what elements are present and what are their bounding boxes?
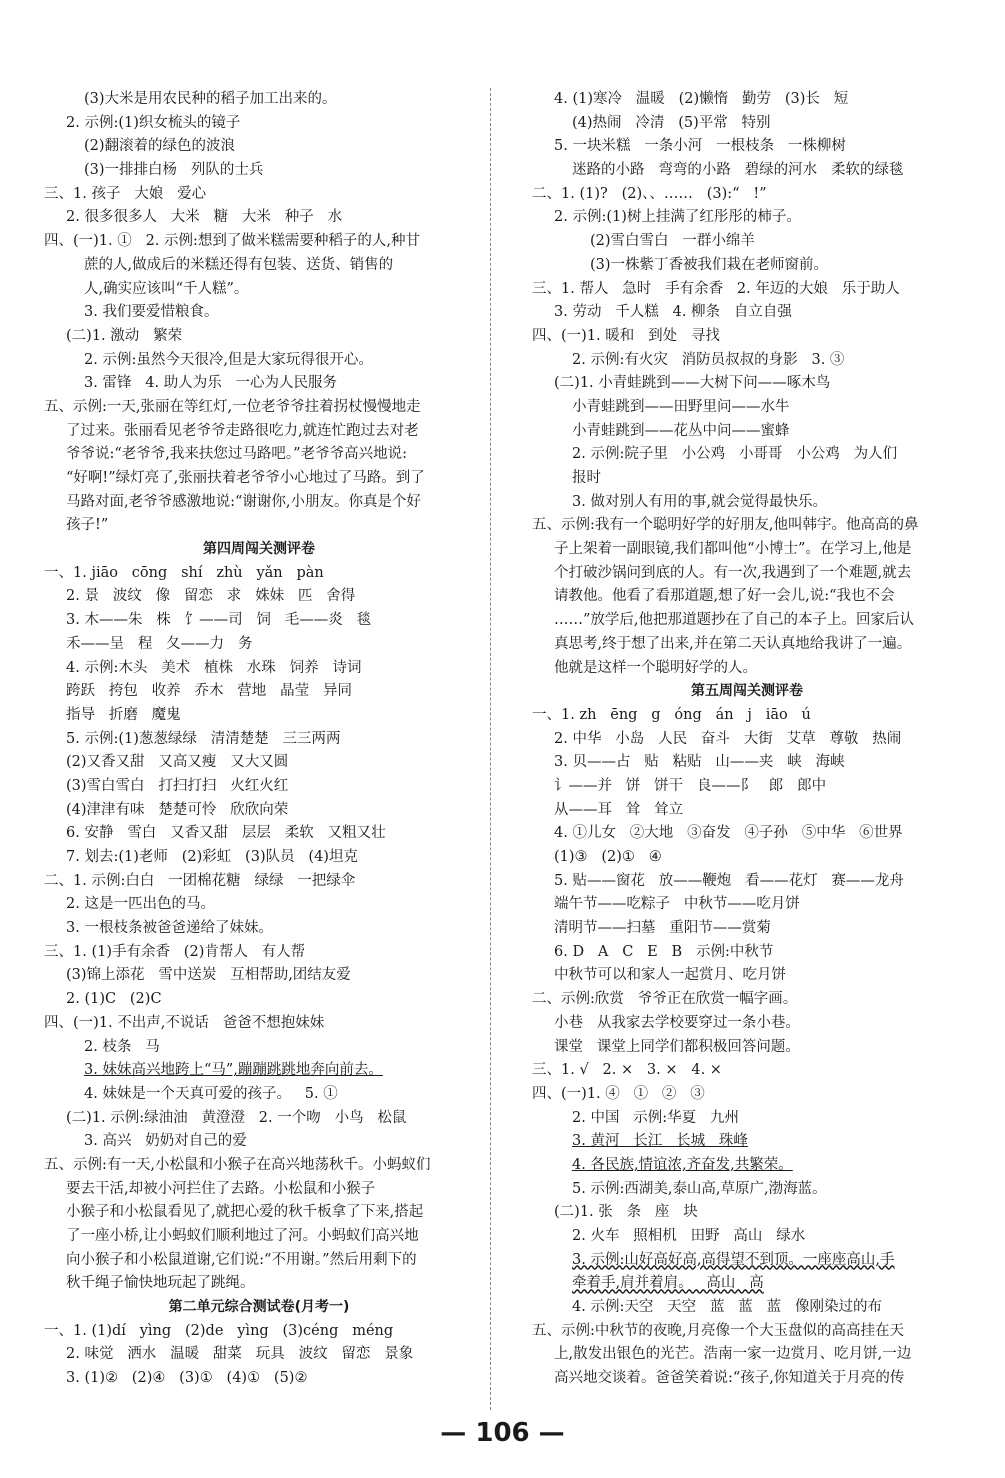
answer-text: 2. 中华 小岛 人民 奋斗 大街 艾草 尊敬 热闹 bbox=[554, 730, 902, 747]
answer-text: 一、1. zh ēng g óng án j iāo ú bbox=[532, 706, 811, 723]
answer-line bbox=[44, 822, 474, 846]
answer-text: (3)锦上添花 雪中送炭 互相帮助,团结友爱 bbox=[66, 967, 351, 984]
answer-text: 指导 折磨 魔鬼 bbox=[66, 706, 181, 723]
answer-line bbox=[532, 585, 962, 609]
answer-line bbox=[44, 846, 474, 870]
answer-text: 五、示例:一天,张丽在等红灯,一位老爷爷拄着拐杖慢慢地走 bbox=[44, 398, 421, 415]
answer-text: 请教他。他看了看那道题,想了好一会儿,说:“我也不会 bbox=[554, 588, 895, 605]
answer-line bbox=[532, 491, 962, 515]
answer-text: 五、示例:我有一个聪明好学的好朋友,他叫韩宇。他高高的鼻 bbox=[532, 517, 919, 534]
answer-text: 个打破沙锅问到底的人。有一次,我遇到了一个难题,就去 bbox=[554, 564, 912, 581]
answer-text: (3)一株紫丁香被我们栽在老师窗前。 bbox=[590, 256, 829, 273]
answer-text: 马路对面,老爷爷感激地说:“谢谢你,小朋友。你真是个好 bbox=[66, 493, 422, 510]
answer-text: 2. 中国 示例:华夏 九州 bbox=[572, 1109, 739, 1126]
answer-text: 从——耳 耸 耸立 bbox=[554, 801, 684, 818]
answer-text: (4)津津有味 楚楚可怜 欣欣向荣 bbox=[66, 801, 289, 818]
answer-line bbox=[532, 728, 962, 752]
answer-text: (二)1. 示例:绿油油 黄澄澄 2. 一个吻 小鸟 松鼠 bbox=[66, 1109, 407, 1126]
answer-line bbox=[532, 917, 962, 941]
answer-text: 二、1. (1)? (2)、、…… (3):“ !” bbox=[532, 185, 767, 202]
answer-text: 要去干活,却被小河拦住了去路。小松鼠和小猴子 bbox=[66, 1180, 376, 1197]
answer-line bbox=[44, 467, 474, 491]
answer-text: 2. 味觉 洒水 温暖 甜菜 玩具 波纹 留恋 景象 bbox=[66, 1346, 414, 1363]
section-title bbox=[44, 1296, 474, 1320]
answer-text: (2)又香又甜 又高又瘦 又大又圆 bbox=[66, 754, 289, 771]
answer-text: 4. (1)寒冷 温暖 (2)懒惰 勤劳 (3)长 短 bbox=[554, 91, 849, 107]
answer-text: 2. 火车 照相机 田野 高山 绿水 bbox=[572, 1228, 806, 1244]
answer-line bbox=[44, 278, 474, 302]
answer-line bbox=[532, 230, 962, 254]
answer-text: 3. 黄河 长江 长城 珠峰 bbox=[572, 1133, 748, 1150]
answer-text: 人,确实应该叫“千人糕”。 bbox=[84, 280, 249, 297]
page-number: — 106 — bbox=[440, 1418, 565, 1448]
answer-text: 三、1. 孩子 大娘 爱心 bbox=[44, 185, 207, 202]
answer-line bbox=[44, 420, 474, 444]
section-title bbox=[532, 680, 962, 704]
answer-line bbox=[532, 988, 962, 1012]
answer-text: 清明节——扫墓 重阳节——赏菊 bbox=[554, 920, 771, 937]
answer-text: 禾——呈 程 夂——力 务 bbox=[66, 635, 253, 652]
answer-line bbox=[44, 964, 474, 988]
answer-text: 2. 示例:(1)织女梳头的镜子 bbox=[66, 114, 241, 131]
answer-text: (2)翻滚着的绿色的波浪 bbox=[84, 138, 236, 155]
right-column bbox=[532, 88, 962, 1391]
answer-line bbox=[44, 183, 474, 207]
answer-line bbox=[532, 112, 962, 136]
answer-text: 小青蛙跳到——花丛中问——蜜蜂 bbox=[572, 422, 790, 439]
answer-line bbox=[532, 941, 962, 965]
answer-text: 秋千绳子愉快地玩起了跳绳。 bbox=[66, 1275, 255, 1292]
answer-line bbox=[44, 704, 474, 728]
answer-line bbox=[44, 870, 474, 894]
answer-text: 爷爷说:“老爷爷,我来扶您过马路吧。”老爷爷高兴地说: bbox=[66, 446, 407, 463]
answer-text: 2. 示例:院子里 小公鸡 小哥哥 小公鸡 为人们 bbox=[572, 446, 898, 463]
answer-text: 6. D A C E B 示例:中秋节 bbox=[554, 943, 774, 960]
answer-line bbox=[44, 917, 474, 941]
answer-text: 高兴地交谈着。爸爸笑着说:“孩子,你知道关于月亮的传 bbox=[554, 1370, 905, 1387]
answer-text: (二)1. 激动 繁荣 bbox=[66, 327, 183, 344]
answer-text: 三、1. 帮人 急时 手有余香 2. 年迈的大娘 乐于助人 bbox=[532, 280, 900, 297]
answer-text: 四、(一)1. ④ ① ② ③ bbox=[532, 1085, 705, 1102]
answer-text: 4. 各民族,情谊浓,齐奋发,共繁荣。 bbox=[572, 1156, 793, 1173]
answer-line bbox=[532, 633, 962, 657]
answer-line bbox=[44, 159, 474, 183]
answer-text: 3. 高兴 奶奶对自己的爱 bbox=[84, 1133, 247, 1150]
answer-line bbox=[532, 372, 962, 396]
answer-text: 他就是这样一个聪明好学的人。 bbox=[554, 659, 757, 676]
answer-text: 报时 bbox=[572, 470, 601, 486]
answer-line bbox=[532, 206, 962, 230]
answer-line bbox=[532, 254, 962, 278]
answer-text: 2. 示例:(1)树上挂满了红彤彤的柿子。 bbox=[554, 209, 801, 226]
answer-line bbox=[44, 491, 474, 515]
answer-text: 讠——并 饼 饼干 良——阝 郎 郎中 bbox=[554, 777, 827, 794]
answer-line bbox=[44, 1012, 474, 1036]
answer-line bbox=[44, 1367, 474, 1391]
answer-line bbox=[532, 1296, 962, 1320]
answer-text: 3. 木——朱 株 饣——司 饲 毛——炎 毯 bbox=[66, 612, 372, 629]
answer-text: (3)雪白雪白 打扫打扫 火红火红 bbox=[66, 777, 289, 794]
answer-line bbox=[532, 1249, 962, 1273]
answer-line bbox=[44, 325, 474, 349]
answer-line bbox=[44, 609, 474, 633]
answer-line bbox=[44, 1059, 474, 1083]
answer-text: 3. 妹妹高兴地跨上“马”,蹦蹦跳跳地奔向前去。 bbox=[84, 1062, 383, 1079]
answer-text: 3. 示例:山好高好高,高得望不到顶。一座座高山,手 bbox=[572, 1251, 895, 1268]
answer-line bbox=[532, 822, 962, 846]
answer-text: 4. ①儿女 ②大地 ③奋发 ④子孙 ⑤中华 ⑥世界 bbox=[554, 825, 903, 842]
answer-line bbox=[44, 633, 474, 657]
answer-text: 3. (1)② (2)④ (3)① (4)① (5)② bbox=[66, 1370, 308, 1387]
answer-text: 7. 划去:(1)老师 (2)彩虹 (3)队员 (4)坦克 bbox=[66, 849, 358, 865]
answer-text: (4)热闹 冷清 (5)平常 特别 bbox=[572, 114, 771, 131]
answer-line bbox=[532, 609, 962, 633]
answer-text: 迷路的小路 弯弯的小路 碧绿的河水 柔软的绿毯 bbox=[572, 162, 904, 179]
answer-line bbox=[532, 1059, 962, 1083]
section-title bbox=[44, 538, 474, 562]
answer-text: 了过来。张丽看见老爷爷走路很吃力,就连忙跑过去对老 bbox=[66, 422, 419, 439]
answer-text: 二、示例:欣赏 爷爷正在欣赏一幅字画。 bbox=[532, 991, 798, 1008]
answer-text: 四、(一)1. ① 2. 示例:想到了做米糕需要种稻子的人,种甘 bbox=[44, 233, 421, 250]
answer-text: 4. 妹妹是一个天真可爱的孩子。 5. ① bbox=[84, 1085, 338, 1102]
answer-line bbox=[532, 349, 962, 373]
answer-line bbox=[532, 799, 962, 823]
answer-line bbox=[44, 135, 474, 159]
answer-text: 5. 示例:西湖美,泰山高,草原广,渤海蓝。 bbox=[572, 1180, 827, 1197]
answer-line bbox=[44, 680, 474, 704]
answer-line bbox=[532, 1320, 962, 1344]
answer-text: 2. 很多很多人 大米 糖 大米 种子 水 bbox=[66, 209, 343, 226]
answer-line bbox=[532, 538, 962, 562]
answer-line bbox=[44, 893, 474, 917]
answer-line bbox=[532, 1083, 962, 1107]
answer-text: 2. 示例:虽然今天很冷,但是大家玩得很开心。 bbox=[84, 351, 373, 368]
answer-text: 五、示例:有一天,小松鼠和小猴子在高兴地荡秋千。小蚂蚁们 bbox=[44, 1156, 431, 1173]
answer-line bbox=[44, 1130, 474, 1154]
answer-line bbox=[532, 159, 962, 183]
answer-text: 第二单元综合测试卷(月考一) bbox=[168, 1299, 350, 1316]
answer-text: 2. 景 波纹 像 留恋 求 姝妹 匹 舍得 bbox=[66, 588, 356, 605]
answer-line bbox=[44, 1225, 474, 1249]
answer-line bbox=[44, 657, 474, 681]
answer-text: 小猴子和小松鼠看见了,就把心爱的秋千板拿了下来,搭起 bbox=[66, 1204, 424, 1221]
answer-text: (2)雪白雪白 一群小绵羊 bbox=[590, 233, 755, 250]
answer-line bbox=[44, 941, 474, 965]
answer-text: 3. 我们要爱惜粮食。 bbox=[84, 304, 219, 321]
answer-line bbox=[44, 988, 474, 1012]
answer-text: 一、1. (1)dí yìng (2)de yìng (3)céng méng bbox=[44, 1322, 394, 1339]
answer-text: “好啊!”绿灯亮了,张丽扶着老爷爷小心地过了马路。到了 bbox=[66, 470, 425, 486]
answer-text: (二)1. 张 条 座 块 bbox=[554, 1204, 698, 1221]
answer-line bbox=[532, 1036, 962, 1060]
answer-line bbox=[532, 1343, 962, 1367]
answer-line bbox=[44, 206, 474, 230]
answer-text: 5. 示例:(1)葱葱绿绿 清清楚楚 三三两两 bbox=[66, 730, 341, 747]
answer-text: 了一座小桥,让小蚂蚁们顺利地过了河。小蚂蚁们高兴地 bbox=[66, 1228, 419, 1244]
answer-line bbox=[532, 751, 962, 775]
answer-line bbox=[532, 1201, 962, 1225]
answer-text: 3. 雷锋 4. 助人为乐 一心为人民服务 bbox=[84, 375, 338, 392]
answer-line bbox=[44, 751, 474, 775]
answer-text: ……”放学后,他把那道题抄在了自己的本子上。回家后认 bbox=[554, 612, 915, 629]
answer-line bbox=[532, 1154, 962, 1178]
answer-text: 3. 劳动 千人糕 4. 柳条 自立自强 bbox=[554, 304, 792, 321]
answer-text: 课堂 课堂上同学们都积极回答问题。 bbox=[554, 1038, 800, 1055]
answer-text: 第五周闯关测评卷 bbox=[691, 683, 803, 700]
answer-text: 3. 做对别人有用的事,就会觉得最快乐。 bbox=[572, 493, 828, 510]
answer-line bbox=[532, 1130, 962, 1154]
answer-text: 4. 示例:天空 天空 蓝 蓝 蓝 像刚染过的布 bbox=[572, 1299, 882, 1316]
answer-text: 上,散发出银色的光芒。浩南一家一边赏月、吃月饼,一边 bbox=[554, 1346, 912, 1363]
answer-line bbox=[532, 88, 962, 112]
answer-line bbox=[44, 728, 474, 752]
answer-line bbox=[532, 420, 962, 444]
answer-line bbox=[44, 349, 474, 373]
answer-line bbox=[532, 657, 962, 681]
answer-line bbox=[44, 1107, 474, 1131]
answer-text: 子上架着一副眼镜,我们都叫他“小博士”。在学习上,他是 bbox=[554, 541, 912, 558]
answer-line bbox=[532, 1178, 962, 1202]
answer-line bbox=[532, 870, 962, 894]
answer-line bbox=[44, 301, 474, 325]
answer-line bbox=[44, 1036, 474, 1060]
answer-text: 5. 一块米糕 一条小河 一根枝条 一株柳树 bbox=[554, 138, 846, 155]
answer-line bbox=[44, 1178, 474, 1202]
answer-line bbox=[532, 1225, 962, 1249]
answer-line bbox=[44, 1343, 474, 1367]
answer-text: (3)大米是用农民种的稻子加工出来的。 bbox=[84, 91, 337, 107]
answer-line bbox=[532, 325, 962, 349]
answer-text: 三、1. √ 2. × 3. × 4. × bbox=[532, 1062, 722, 1079]
answer-text: 四、(一)1. 暖和 到处 寻找 bbox=[532, 327, 720, 344]
answer-line bbox=[532, 846, 962, 870]
answer-text: 蔗的人,做成后的米糕还得有包装、送货、销售的 bbox=[84, 256, 394, 273]
answer-text: 四、(一)1. 不出声,不说话 爸爸不想抱妹妹 bbox=[44, 1014, 325, 1031]
left-column bbox=[44, 88, 474, 1391]
answer-line bbox=[44, 799, 474, 823]
answer-line bbox=[532, 1367, 962, 1391]
answer-text: 小青蛙跳到——田野里问——水牛 bbox=[572, 398, 790, 415]
answer-line bbox=[44, 585, 474, 609]
answer-line bbox=[44, 443, 474, 467]
answer-line bbox=[44, 88, 474, 112]
answer-line bbox=[532, 467, 962, 491]
answer-text: 中秋节可以和家人一起赏月、吃月饼 bbox=[554, 967, 786, 984]
answer-text: 牵着手,肩并着肩。 高山 高 bbox=[572, 1275, 764, 1292]
answer-text: 端午节——吃粽子 中秋节——吃月饼 bbox=[554, 896, 800, 913]
answer-text: 真思考,终于想了出来,并在第二天认真地给我讲了一遍。 bbox=[554, 635, 912, 652]
answer-text: 二、1. 示例:白白 一团棉花糖 绿绿 一把绿伞 bbox=[44, 872, 356, 889]
answer-text: 小巷 从我家去学校要穿过一条小巷。 bbox=[554, 1014, 800, 1031]
answer-text: 孩子!” bbox=[66, 517, 109, 534]
answer-line bbox=[532, 443, 962, 467]
answer-text: (3)一排排白杨 列队的士兵 bbox=[84, 162, 264, 179]
answer-text: 3. 一根枝条被爸爸递给了妹妹。 bbox=[66, 920, 273, 937]
answer-line bbox=[44, 1272, 474, 1296]
answer-line bbox=[44, 1154, 474, 1178]
answer-line bbox=[44, 112, 474, 136]
answer-line bbox=[532, 964, 962, 988]
answer-line bbox=[44, 1249, 474, 1273]
answer-text: 2. (1)C (2)C bbox=[66, 991, 162, 1008]
answer-text: 5. 贴——窗花 放——鞭炮 看——花灯 赛——龙舟 bbox=[554, 872, 904, 889]
answer-text: 3. 贝——占 贴 粘贴 山——夹 峡 海峡 bbox=[554, 754, 845, 771]
answer-line bbox=[44, 254, 474, 278]
answer-line bbox=[532, 704, 962, 728]
answer-text: 2. 示例:有火灾 消防员叔叔的身影 3. ③ bbox=[572, 351, 845, 368]
answer-line bbox=[532, 1272, 962, 1296]
answer-text: 向小猴子和小松鼠道谢,它们说:“不用谢。”然后用剩下的 bbox=[66, 1251, 417, 1268]
answer-line bbox=[44, 1320, 474, 1344]
column-divider bbox=[490, 88, 492, 1410]
answer-line bbox=[44, 396, 474, 420]
answer-text: 一、1. jiāo cōng shí zhù yǎn pàn bbox=[44, 564, 324, 581]
answer-line bbox=[44, 562, 474, 586]
answer-text: 4. 示例:木头 美术 植株 水珠 饲养 诗词 bbox=[66, 659, 362, 676]
answer-text: 跨跃 挎包 收养 乔木 营地 晶莹 异同 bbox=[66, 683, 352, 700]
answer-line bbox=[44, 372, 474, 396]
answer-line bbox=[44, 514, 474, 538]
answer-line bbox=[532, 301, 962, 325]
answer-line bbox=[44, 230, 474, 254]
answer-line bbox=[532, 135, 962, 159]
answer-line bbox=[532, 183, 962, 207]
answer-text: 6. 安静 雪白 又香又甜 层层 柔软 又粗又壮 bbox=[66, 825, 386, 842]
answer-text: 2. 枝条 马 bbox=[84, 1038, 160, 1055]
answer-line bbox=[532, 562, 962, 586]
answer-line bbox=[532, 1107, 962, 1131]
answer-text: (1)③ (2)① ④ bbox=[554, 849, 662, 865]
answer-text: 五、示例:中秋节的夜晚,月亮像一个大玉盘似的高高挂在天 bbox=[532, 1322, 904, 1339]
answer-line bbox=[532, 278, 962, 302]
answer-line bbox=[532, 396, 962, 420]
answer-line bbox=[44, 1201, 474, 1225]
answer-text: (二)1. 小青蛙跳到——大树下问——啄木鸟 bbox=[554, 375, 831, 392]
answer-line bbox=[44, 775, 474, 799]
answer-line bbox=[532, 775, 962, 799]
answer-line bbox=[532, 514, 962, 538]
answer-text: 2. 这是一匹出色的马。 bbox=[66, 896, 215, 913]
answer-line bbox=[532, 893, 962, 917]
answer-text: 第四周闯关测评卷 bbox=[203, 541, 315, 558]
answer-line bbox=[44, 1083, 474, 1107]
answer-line bbox=[532, 1012, 962, 1036]
answer-text: 三、1. (1)手有余香 (2)肯帮人 有人帮 bbox=[44, 943, 306, 960]
